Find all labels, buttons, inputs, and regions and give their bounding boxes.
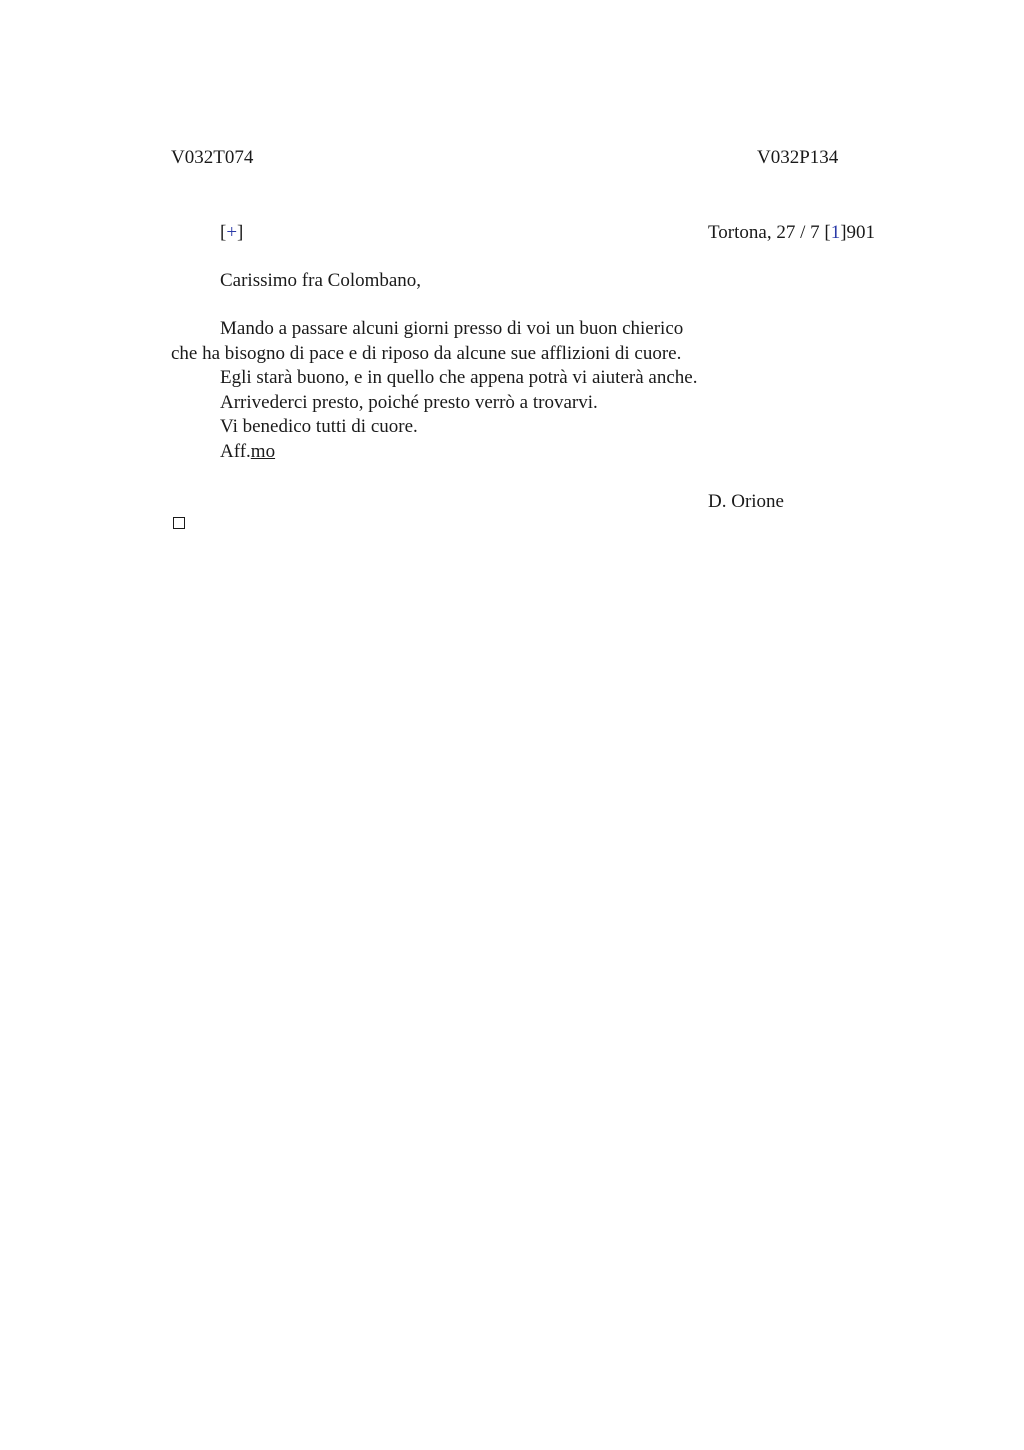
body-line: che ha bisogno di pace e di riposo da alcune sue afflizioni di cuore.: [171, 342, 682, 364]
letter-body: [171, 317, 791, 465]
date-prefix: Tortona, 27 / 7 [: [708, 222, 831, 243]
place-date: [708, 221, 875, 245]
page-code-right: V032P134: [757, 147, 839, 168]
cross-mark-open: [: [220, 222, 227, 243]
body-line: Arrivederci presto, poiché presto verrò a trovarvi.: [220, 391, 598, 413]
cross-mark-close: ]: [237, 222, 244, 243]
body-line: Egli starà buono, e in quello che appena potrà vi aiuterà anche.: [220, 367, 698, 389]
salutation: Carissimo fra Colombano,: [220, 270, 422, 291]
signature: D. Orione: [708, 491, 784, 512]
date-suffix: ]901: [840, 222, 876, 243]
document-code-left: V032T074: [171, 147, 254, 168]
cross-mark-symbol[interactable]: +: [226, 222, 238, 243]
closing-base: Aff.: [220, 440, 251, 462]
end-square-icon: [173, 517, 185, 529]
closing-superscript: mo: [250, 440, 276, 462]
closing: [171, 440, 791, 465]
cross-mark: [220, 221, 243, 245]
body-line: Mando a passare alcuni giorni presso di voi un buon chierico: [220, 318, 684, 339]
date-inserted-digit[interactable]: 1: [830, 222, 841, 243]
body-line: Vi benedico tutti di cuore.: [220, 416, 418, 438]
